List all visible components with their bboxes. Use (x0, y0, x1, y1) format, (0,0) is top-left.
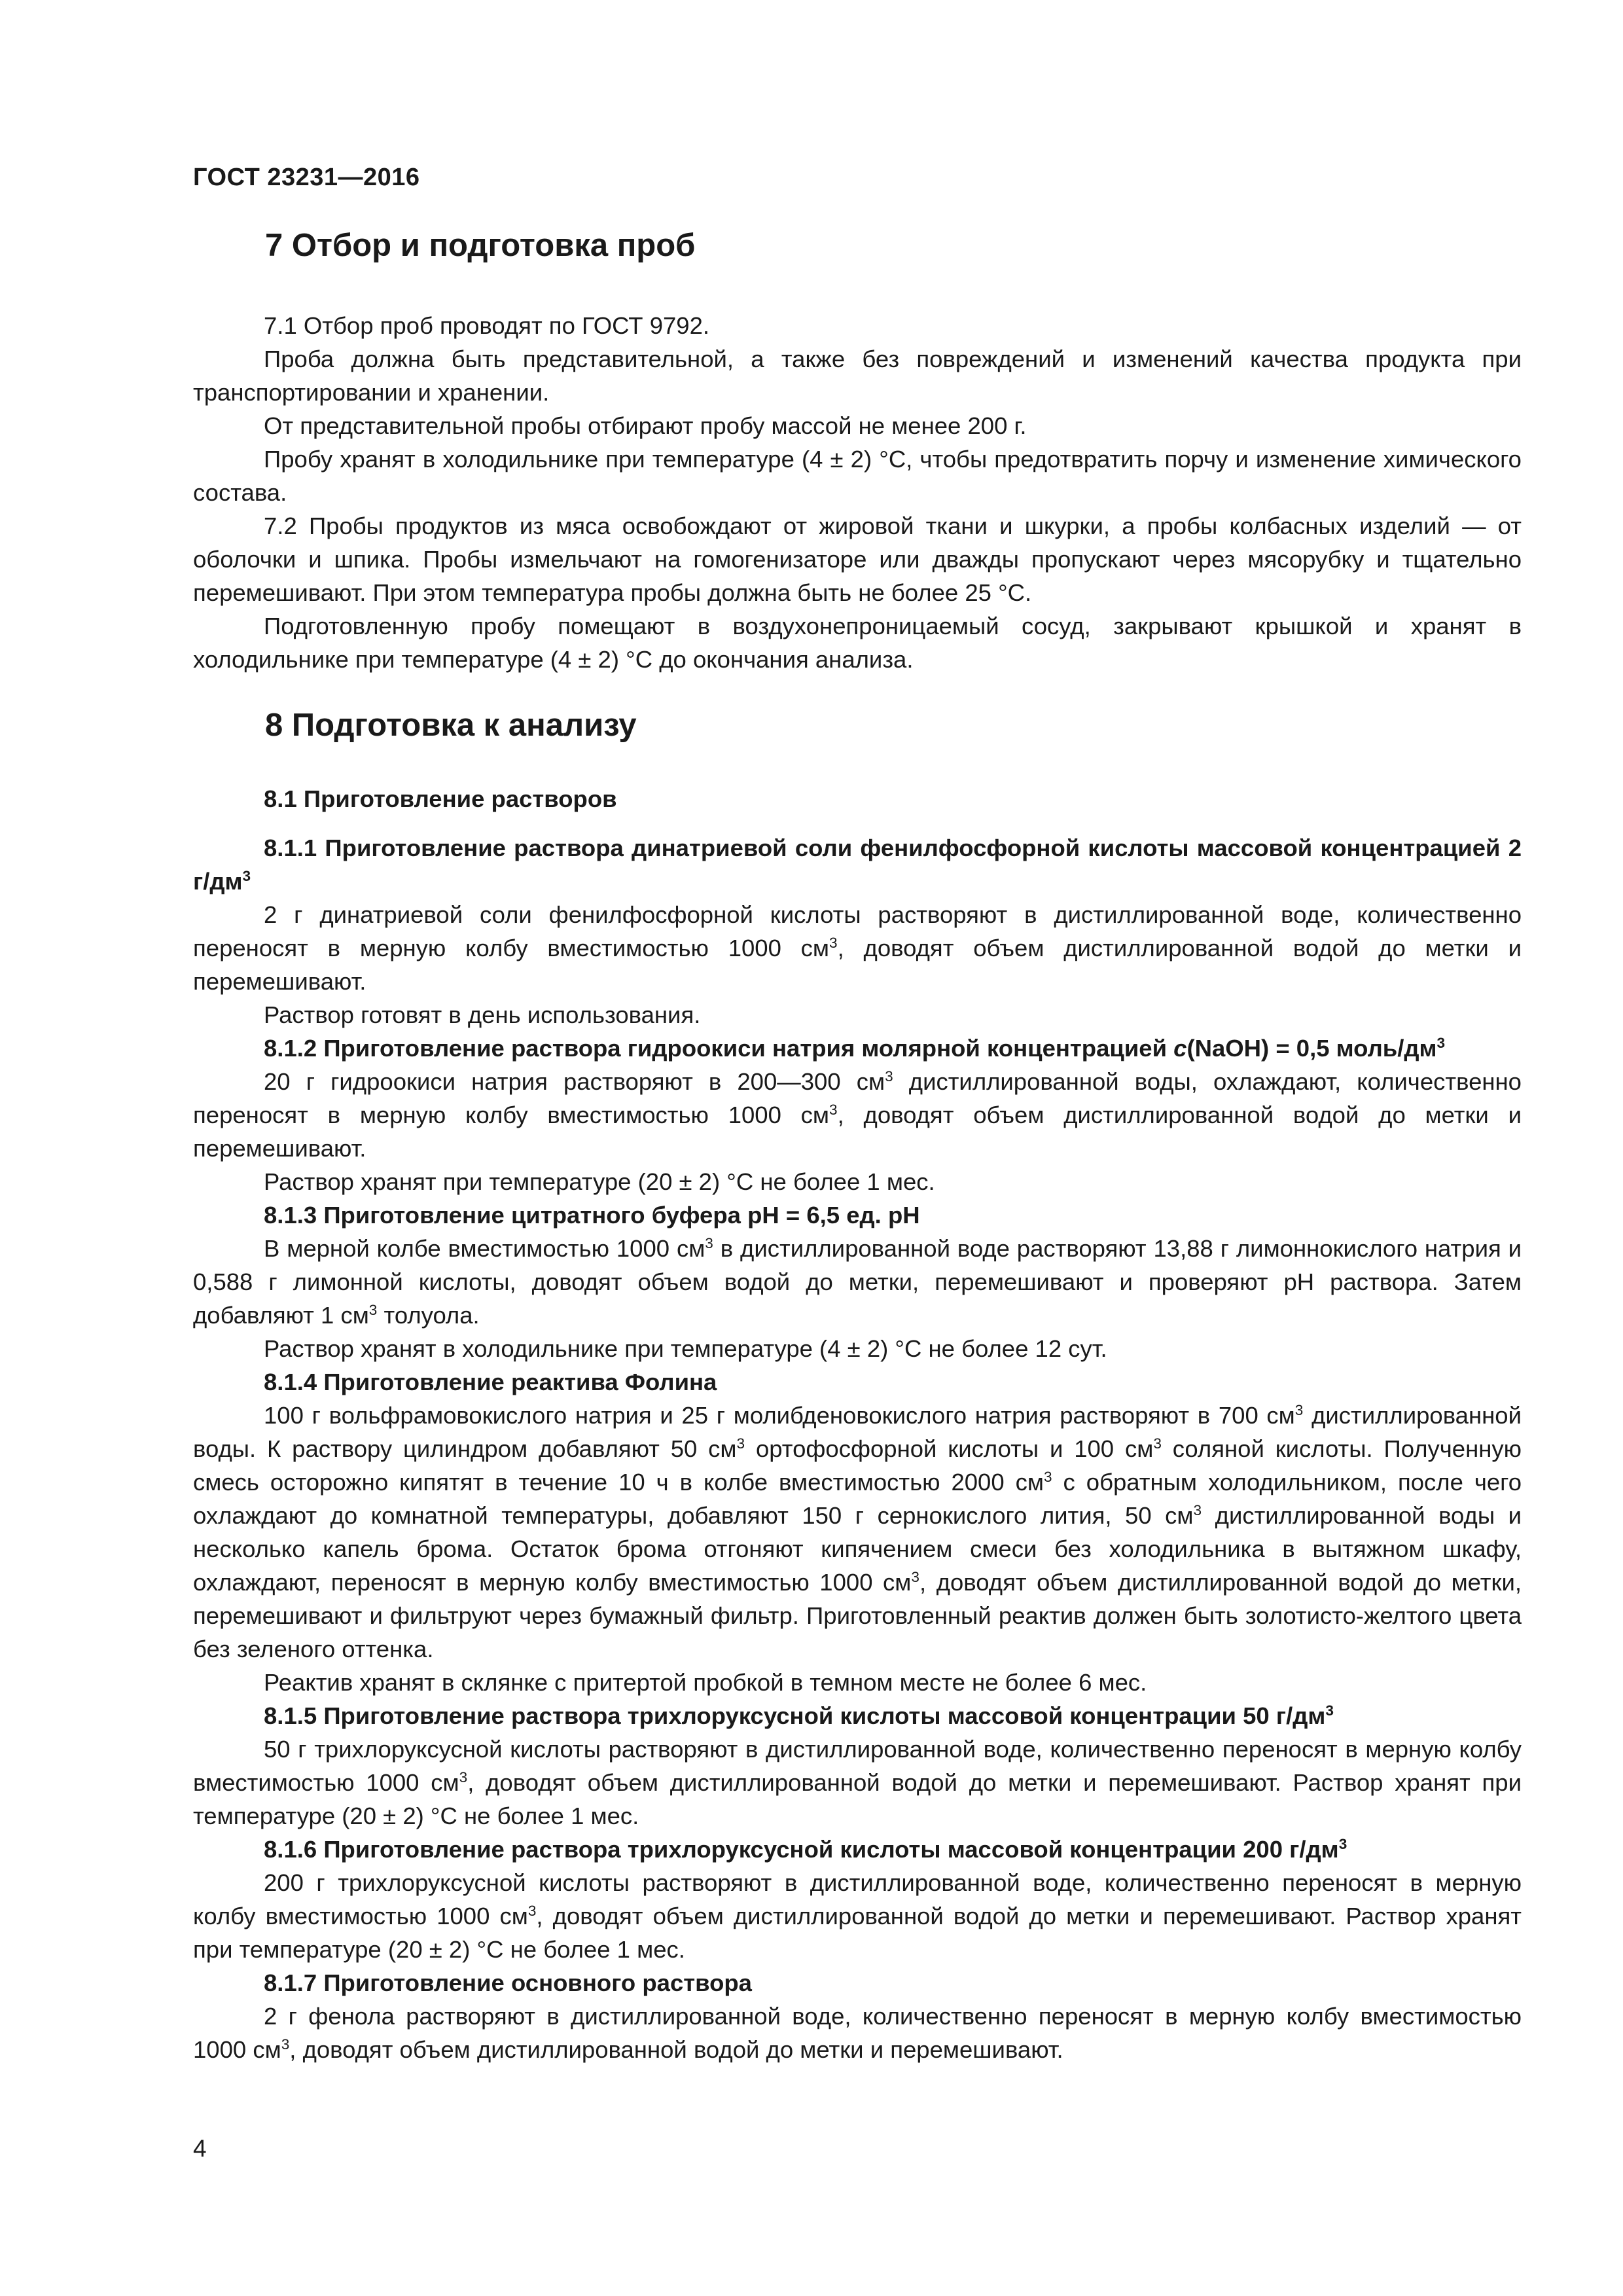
paragraph-8-1-4-b: Реактив хранят в склянке с притертой пробкой в темном месте не более 6 мес. (264, 1669, 1147, 1696)
subsection-8-1-7-title: 8.1.7 Приготовление основного раствора (264, 1969, 752, 1996)
section-8-title: 8 Подготовка к анализу (265, 708, 637, 743)
paragraph-8-1-2-b: Раствор хранят при температуре (20 ± 2) °С не более 1 мес. (264, 1168, 935, 1195)
subsection-8-1-6-title: 8.1.6 Приготовление раствора трихлоруксусной кислоты массовой концентрации 200 $г/дм^3$ (264, 1835, 1347, 1863)
subsection-8-1-title: 8.1 Приготовление растворов (264, 785, 617, 812)
document-header: ГОСТ 23231—2016 (193, 164, 420, 191)
subsection-8-1-3-title: 8.1.3 Приготовление цитратного буфера рН = 6,5 ед. рН (264, 1202, 920, 1229)
page-content (193, 223, 1522, 2066)
paragraph-8-1-1-b: Раствор готовят в день использования. (264, 1001, 701, 1028)
paragraph-7-2-b: Подготовленную пробу помещают в воздухонепроницаемый сосуд, закрывают крышкой и хранят в холодильнике при температуре (4 ± 2) °С до окончания анализа. (193, 613, 1522, 673)
paragraph-8-1-1: 2 г динатриевой соли фенилфосфорной кислоты растворяют в дистиллированной воде, количественно переносят в мерную колбу вместимостью 1000 $см^3$, доводят объем дистиллированной водой до метки и перемешивают. (193, 901, 1522, 995)
subsection-8-1-2-title: 8.1.2 Приготовление раствора гидроокиси натрия молярной концентрацией c(NaOH) = 0,5 моль/$дм^3$ (264, 1034, 1446, 1062)
paragraph-7-1: 7.1 Отбор проб проводят по ГОСТ 9792. (264, 312, 710, 339)
page-number: 4 (193, 2135, 207, 2162)
paragraph-7-1-b: Проба должна быть представительной, а также без повреждений и изменений качества продукта при транспортировании и хранении. (193, 346, 1522, 406)
paragraph-8-1-4: 100 г вольфрамовокислого натрия и 25 г молибденовокислого натрия растворяют в 700 $см^3$ дистиллированной воды. К раствору цилиндром добавляют 50 $см^3$ ортофосфорной кислоты и 100 $см^3$ соляной кислоты. Полученную смесь осторожно кипятят в течение 10 ч в колбе вместимостью 2000 $см^3$ с обратным холодильником, после чего охлаждают до комнатной температуры, добавляют 150 г сернокислого лития, 50 $см^3$ дистиллированной воды и несколько капель брома. Остаток брома отгоняют кипячением смеси без холодильника в вытяжном шкафу, охлаждают, переносят в мерную колбу вместимостью 1000 $см^3$, доводят объем дистиллированной водой до метки, перемешивают и фильтруют через бумажный фильтр. Приготовленный реактив должен быть золотисто-желтого цвета без зеленого оттенка. (193, 1401, 1522, 1662)
subsection-8-1-1-title: 8.1.1 Приготовление раствора динатриевой соли фенилфосфорной кислоты массовой концентрацией 2 $г/дм^3$ (193, 834, 1522, 895)
paragraph-8-1-2: 20 г гидроокиси натрия растворяют в 200—300 $см^3$ дистиллированной воды, охлаждают, количественно переносят в мерную колбу вместимостью 1000 $см^3$, доводят объем дистиллированной водой до метки и перемешивают. (193, 1067, 1522, 1162)
paragraph-8-1-3: В мерной колбе вместимостью 1000 $см^3$ в дистиллированной воде растворяют 13,88 г лимоннокислого натрия и 0,588 г лимонной кислоты, доводят объем водой до метки, перемешивают и проверяют рН раствора. Затем добавляют 1 $см^3$ толуола. (193, 1234, 1522, 1329)
section-7-title: 7 Отбор и подготовка проб (265, 228, 696, 263)
paragraph-8-1-7: 2 г фенола растворяют в дистиллированной воде, количественно переносят в мерную колбу вместимостью 1000 $см^3$, доводят объем дистиллированной водой до метки и перемешивают. (193, 2003, 1522, 2063)
subsection-8-1-4-title: 8.1.4 Приготовление реактива Фолина (264, 1369, 717, 1395)
paragraph-8-1-5: 50 г трихлоруксусной кислоты растворяют в дистиллированной воде, количественно переносят в мерную колбу вместимостью 1000 $см^3$, доводят объем дистиллированной водой до метки и перемешивают. Раствор хранят при температуре (20 ± 2) °С не более 1 мес. (193, 1736, 1522, 1829)
paragraph-7-1-d: Пробу хранят в холодильнике при температуре (4 ± 2) °С, чтобы предотвратить порчу и изменение химического состава. (193, 446, 1522, 506)
paragraph-8-1-6: 200 г трихлоруксусной кислоты растворяют в дистиллированной воде, количественно переносят в мерную колбу вместимостью 1000 $см^3$, доводят объем дистиллированной водой до метки и перемешивают. Раствор хранят при температуре (20 ± 2) °С не более 1 мес. (193, 1869, 1522, 1963)
paragraph-7-1-c: От представительной пробы отбирают пробу массой не менее 200 г. (264, 412, 1027, 439)
subsection-8-1-5-title: 8.1.5 Приготовление раствора трихлоруксусной кислоты массовой концентрации 50 $г/дм^3$ (264, 1702, 1334, 1729)
paragraph-7-2: 7.2 Пробы продуктов из мяса освобождают от жировой ткани и шкурки, а пробы колбасных изделий — от оболочки и шпика. Пробы измельчают на гомогенизаторе или дважды пропускают через мясорубку и тщательно перемешивают. При этом температура пробы должна быть не более 25 °С. (193, 512, 1522, 606)
paragraph-8-1-3-b: Раствор хранят в холодильнике при температуре (4 ± 2) °С не более 12 сут. (264, 1335, 1107, 1362)
